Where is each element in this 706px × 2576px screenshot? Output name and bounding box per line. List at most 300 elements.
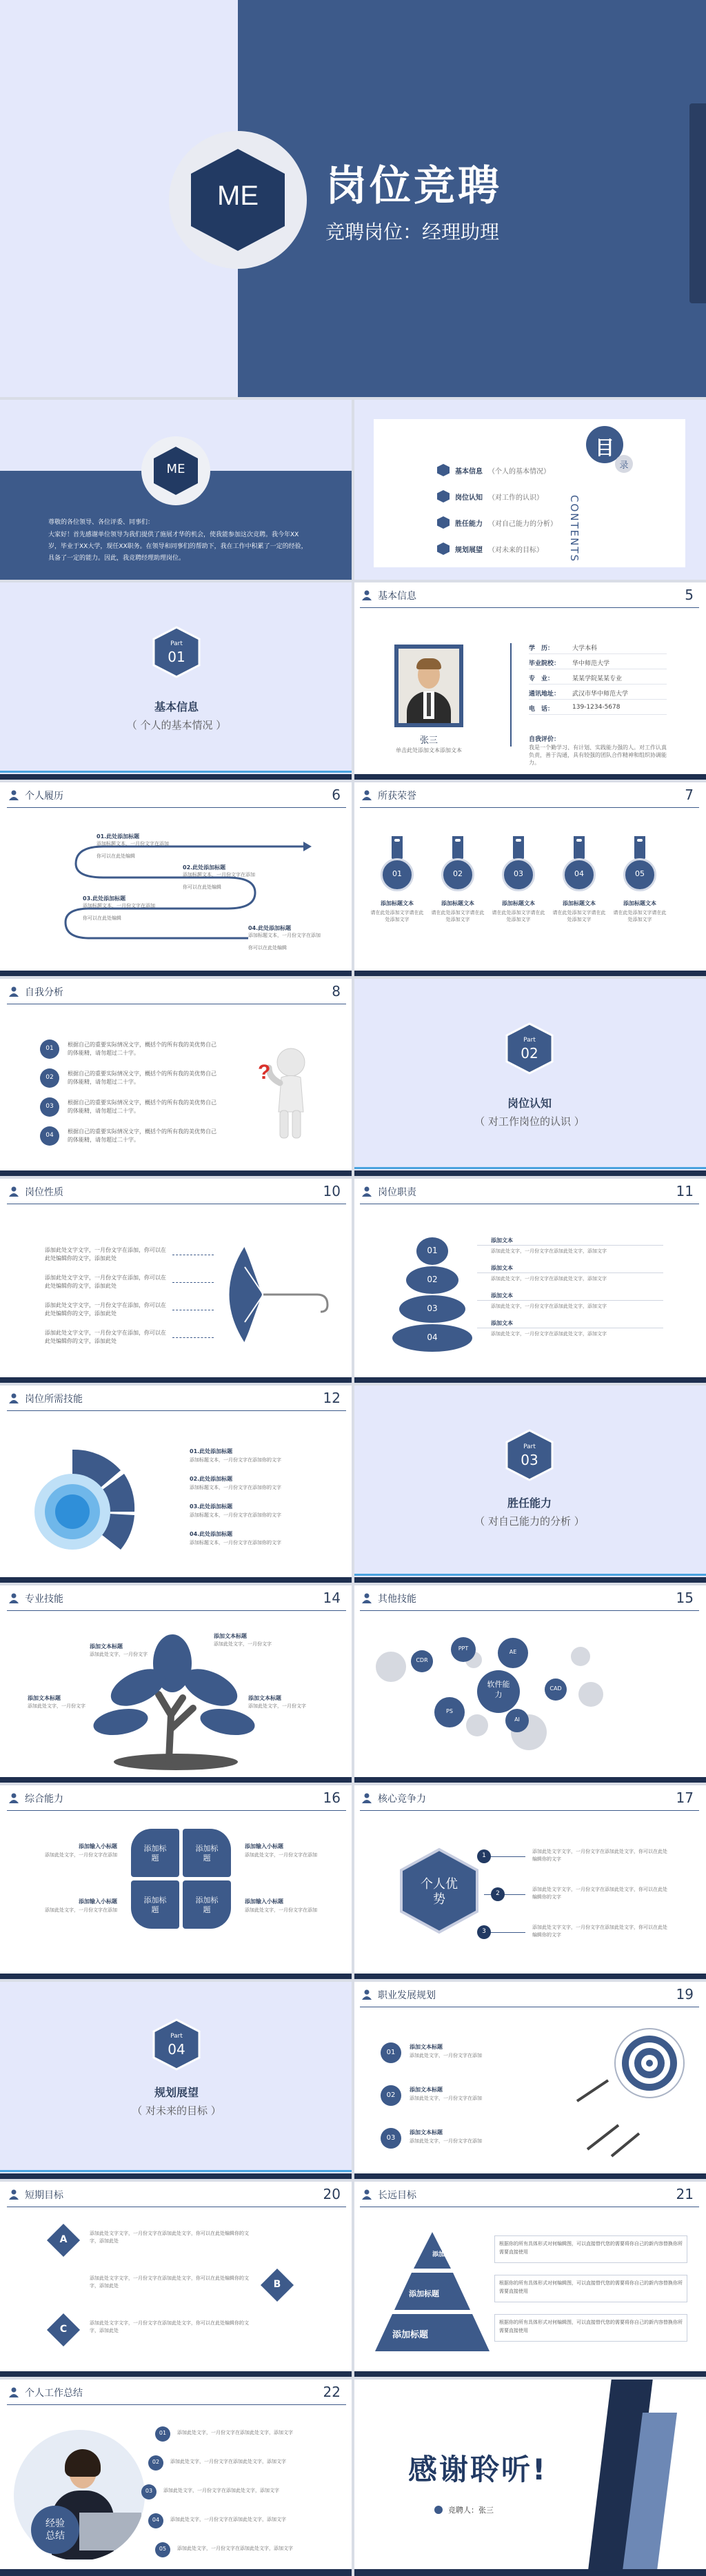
basic-row-key: 学 历： (529, 645, 554, 652)
core-text: 添加此处文字文字，一月份文字在添加此处文字，你可以在此处编辑你的文字 (532, 1849, 667, 1862)
basic-page-number: 5 (685, 587, 694, 603)
comp-item-title: 添加输入小标题 (245, 1843, 283, 1849)
contents-item-label: 岗位认知 (455, 494, 483, 502)
duty-level-number: 01 (427, 1246, 438, 1255)
self-header (0, 977, 353, 1005)
pro-page-number: 14 (323, 1590, 341, 1606)
cover-slide (0, 0, 706, 398)
goal-text: 添加此处文字文字，一月份文字在添加此处文字，你可以在此处编辑你的文字，添加此处 (90, 2320, 249, 2333)
person-icon (8, 1392, 19, 1403)
duty-item-title: 添加文本 (491, 1320, 513, 1326)
pro-item-text: 添加此处文字，一月份文字 (214, 1641, 272, 1647)
basic-row-value: 华中师范大学 (572, 660, 610, 667)
pro-item-text: 添加此处文字，一月份文字 (28, 1703, 85, 1709)
thanks-person-icon (434, 2506, 443, 2514)
part3-title: 胜任能力 (507, 1497, 552, 1510)
basic-row-value: 某某学院某某专业 (572, 676, 623, 682)
cover-edge-bar (689, 103, 706, 303)
comp-item-text: 添加此处文字，一月份文字在添加 (45, 1852, 117, 1858)
core-number: 3 (482, 1928, 486, 1935)
self-text: 根据自己的重要实际情况文字，概括个的所有我的美优势自己的体能精，请勿超过二十字。 (68, 1042, 216, 1056)
honor-header-line (360, 807, 699, 808)
basic-row-key: 毕业院校： (529, 660, 561, 667)
summary-text: 添加此处文字，一月份文字在添加此处文字，添加文字 (170, 2517, 286, 2522)
part1-number: 01 (168, 649, 185, 665)
duty-item-text: 添加此处文字，一月份文字在添加此处文字，添加文字 (491, 1304, 607, 1309)
nature-connector (172, 1282, 214, 1283)
comp-item-text: 添加此处文字，一月份文字在添加 (245, 1852, 317, 1858)
long-text: 根据你的所有具体形式对何编辑图，可以直接替代您的需要将你自己的新内容替换你所需要直接使用 (499, 2241, 683, 2255)
basic-row-value: 大学本科 (572, 645, 598, 652)
resume-item-text: 你可以在此处编辑 (248, 945, 287, 951)
pro-item-text: 添加此处文字，一月份文字 (90, 1652, 148, 1657)
person-icon (361, 1989, 372, 2000)
skill-node-label: PPT (458, 1645, 469, 1652)
core-number: 2 (496, 1890, 500, 1897)
comp-page-number: 16 (323, 1789, 341, 1806)
summary-bottom-bar (0, 2569, 353, 2576)
person-icon (8, 2189, 19, 2200)
summary-slide (0, 2378, 353, 2576)
part2-subtitle: （ 对工作岗位的认识 ） (474, 1115, 585, 1128)
summary-number: 05 (159, 2546, 167, 2552)
quad-label: 添加标题 (143, 1896, 167, 1914)
self-text: 根据自己的重要实际情况文字，概括个的所有我的美优势自己的体能精，请勿超过二十字。 (68, 1099, 216, 1114)
long-slide (353, 2180, 706, 2378)
basic-caption: 单击此处添加文本添加文本 (396, 747, 462, 753)
nature-slide (0, 1177, 353, 1384)
medal-title: 添加标题文本 (623, 900, 656, 906)
contents-item-label: 胜任能力 (455, 520, 483, 528)
skill-item-text: 添加标题文本，一月份文字在添加你的文字 (190, 1457, 281, 1463)
pyramid-label: 添加标题 (432, 2251, 457, 2258)
nature-header (0, 1177, 353, 1205)
career-title: 职业发展规划 (378, 1990, 436, 2001)
goal-text: 添加此处文字文字，一月份文字在添加此处文字，你可以在此处编辑你的文字，添加此处 (90, 2231, 249, 2244)
comp-item-text: 添加此处文字，一月份文字在添加 (45, 1907, 117, 1913)
resume-item-text: 添加标题文本，一月份文字在添加 (83, 903, 155, 909)
nature-title: 岗位性质 (25, 1187, 63, 1198)
resume-item-text: 添加标题文本，一月份文字在添加 (248, 933, 321, 938)
duty-item-text: 添加此处文字，一月份文字在添加此处文字，添加文字 (491, 1331, 607, 1337)
part4-number: 04 (168, 2041, 185, 2058)
basic-row-line (529, 714, 667, 715)
person-icon (361, 1792, 372, 1803)
h-divider (0, 580, 706, 582)
summary-number: 03 (145, 2488, 153, 2494)
basic-slide (353, 581, 706, 781)
skill-item-title: 02.此处添加标题 (190, 1476, 233, 1482)
thanks-bottom-bar (353, 2569, 706, 2576)
part2-bottom-line (353, 1167, 706, 1169)
person-icon (8, 986, 19, 997)
comp-header-line (7, 1810, 346, 1811)
part3-subtitle: （ 对自己能力的分析 ） (474, 1515, 585, 1528)
short-header (0, 2180, 353, 2208)
core-center-text: 个人优势 (421, 1877, 458, 1907)
photo (399, 649, 459, 723)
part2-title: 岗位认知 (507, 1097, 552, 1110)
contents-item-label: 基本信息 (455, 468, 483, 476)
skill-node-label: AE (509, 1649, 517, 1655)
medal-ribbon-hole (637, 839, 643, 842)
duty-level-number: 04 (427, 1332, 438, 1342)
core-text: 添加此处文字文字，一月份文字在添加此处文字，你可以在此处编辑你的文字 (532, 1887, 667, 1900)
career-item-text: 添加此处文字，一月份文字在添加 (410, 2096, 482, 2101)
decor-bubble (466, 1714, 488, 1736)
h-divider (0, 976, 706, 979)
thinking-figure (248, 1043, 324, 1146)
comp-slide (0, 1784, 353, 1980)
h-divider (0, 1979, 706, 1982)
part3-part-label: Part (523, 1443, 536, 1450)
duty-item-title: 添加文本 (491, 1292, 513, 1299)
medal-number: 04 (574, 869, 584, 878)
intro-logo-text: ME (166, 462, 185, 476)
thanks-who: 竞聘人：张三 (448, 2506, 494, 2515)
comp-title: 综合能力 (25, 1794, 63, 1805)
medal-ribbon-hole (576, 839, 582, 842)
medal-ribbon-hole (516, 839, 521, 842)
honor-page-number: 7 (685, 787, 694, 803)
nature-text: 添加此处文字文字，一月份文字在添加，你可以在此处编辑你的文字，添加此处 (45, 1275, 166, 1289)
medal-number: 01 (392, 869, 402, 878)
skill-item-text: 添加标题文本，一月份文字在添加你的文字 (190, 1540, 281, 1545)
resume-item-text: 添加标题文本，一月份文字在添加 (183, 872, 255, 878)
resume-item-text: 添加标题文本，一月份文字在添加 (97, 841, 169, 846)
pro-item-title: 添加文本标题 (248, 1695, 281, 1701)
goal-letter: C (59, 2324, 68, 2335)
nature-connector (172, 1337, 214, 1338)
other-title: 其他技能 (378, 1594, 416, 1605)
h-divider (0, 2377, 706, 2380)
part1-part-label: Part (170, 640, 183, 647)
contents-item-label: 规划展望 (455, 547, 483, 554)
part2-part-label: Part (523, 1037, 536, 1044)
contents-big-char: 目 (594, 436, 614, 459)
basic-row-key: 通讯地址： (529, 691, 561, 698)
skill-node-label: CAD (549, 1685, 562, 1692)
contents-item-note: （个人的基本情况） (488, 468, 550, 476)
contents-item-note: （对未来的目标） (488, 547, 543, 554)
medal-text: 请在此处添加文字请在此处添加文字 (613, 910, 667, 922)
career-item-title: 添加文本标题 (410, 2129, 443, 2136)
medal-ribbon-hole (394, 839, 400, 842)
basic-eval-key: 自我评价： (529, 736, 561, 743)
other-slide (353, 1584, 706, 1784)
resume-item-title: 03.此处添加标题 (83, 895, 126, 902)
duty-item-text: 添加此处文字，一月份文字在添加此处文字，添加文字 (491, 1248, 607, 1254)
medal-title: 添加标题文本 (381, 900, 414, 906)
summary-text: 添加此处文字，一月份文字在添加此处文字，添加文字 (177, 2546, 293, 2551)
part1-subtitle: （ 个人的基本情况 ） (126, 719, 227, 731)
core-header-line (360, 1810, 699, 1811)
duty-header (353, 1177, 706, 1205)
pro-header (0, 1584, 353, 1612)
h-divider (0, 397, 706, 400)
summary-page-number: 22 (323, 2384, 341, 2400)
skill-item-title: 01.此处添加标题 (190, 1448, 233, 1454)
v-divider (352, 398, 354, 2576)
basic-row-value: 139-1234-5678 (572, 704, 621, 711)
career-item-text: 添加此处文字，一月份文字在添加 (410, 2138, 482, 2144)
self-text: 根据自己的重要实际情况文字，概括个的所有我的美优势自己的体能精，请勿超过二十字。 (68, 1071, 216, 1085)
part1-slide (0, 581, 353, 781)
radial-skill-graphic (31, 1443, 155, 1567)
nature-page-number: 10 (323, 1183, 341, 1199)
summary-header-line (7, 2404, 346, 2405)
other-header (353, 1584, 706, 1612)
short-page-number: 20 (323, 2186, 341, 2202)
summary-number: 02 (152, 2459, 160, 2465)
person-icon (8, 1792, 19, 1803)
h-divider (0, 780, 706, 782)
self-slide (0, 977, 353, 1177)
summary-title: 个人工作总结 (25, 2388, 83, 2399)
skill-header (0, 1384, 353, 1412)
cover-title: 岗位竞聘 (325, 162, 502, 210)
career-header (353, 1980, 706, 2008)
skill-slide (0, 1384, 353, 1584)
part3-number: 03 (521, 1452, 538, 1468)
skill-node-label: CDR (416, 1657, 428, 1663)
skill-page-number: 12 (323, 1390, 341, 1406)
contents-small-char: 录 (619, 460, 629, 471)
skill-item-title: 04.此处添加标题 (190, 1531, 233, 1537)
pro-item-text: 添加此处文字，一月份文字 (248, 1703, 306, 1709)
summary-badge-text: 经验总结 (46, 2518, 65, 2542)
decor-bubble (376, 1652, 406, 1682)
thanks-slide (353, 2378, 706, 2576)
h-divider (0, 1383, 706, 1386)
part2-slide (353, 977, 706, 1177)
goal-text: 添加此处文字文字，一月份文字在添加此处文字，你可以在此处编辑你的文字，添加此处 (90, 2275, 249, 2289)
intro-greeting: 尊敬的各位领导、各位评委、同事们： (48, 519, 154, 526)
summary-text: 添加此处文字，一月份文字在添加此处文字，添加文字 (170, 2459, 286, 2464)
resume-item-title: 01.此处添加标题 (97, 833, 140, 840)
contents-slide (353, 398, 706, 581)
skill-node-label: PS (446, 1708, 453, 1714)
h-divider (0, 1783, 706, 1785)
part3-slide (353, 1384, 706, 1584)
basic-header (353, 581, 706, 609)
person-icon (361, 2189, 372, 2200)
honor-header (353, 781, 706, 809)
self-number: 01 (46, 1045, 54, 1052)
core-page-number: 17 (676, 1789, 694, 1806)
part4-subtitle: （ 对未来的目标 ） (132, 2105, 221, 2117)
summary-number: 01 (159, 2430, 167, 2436)
quad-label: 添加标题 (195, 1844, 219, 1863)
basic-row-line (529, 653, 667, 654)
honor-slide (353, 781, 706, 977)
self-text: 根据自己的重要实际情况文字，概括个的所有我的美优势自己的体能精，请勿超过二十字。 (68, 1128, 216, 1143)
contents-word: CONTENTS (568, 495, 581, 563)
resume-timeline-path (0, 781, 353, 977)
summary-number: 04 (152, 2517, 160, 2523)
part2-number: 02 (521, 1045, 538, 1062)
pro-title: 专业技能 (25, 1594, 63, 1605)
resume-item-text: 你可以在此处编辑 (97, 853, 135, 859)
summary-header (0, 2378, 353, 2406)
summary-photo-laptop (79, 2513, 141, 2550)
basic-row-key: 专 业： (529, 676, 554, 682)
honor-title: 所获荣誉 (378, 791, 416, 802)
nature-text: 添加此处文字文字，一月份文字在添加，你可以在此处编辑你的文字，添加此处 (45, 1302, 166, 1317)
medal-number: 02 (453, 869, 463, 878)
svg-text:?: ? (258, 1061, 271, 1084)
quad-label: 添加标题 (143, 1844, 167, 1863)
basic-name: 张三 (419, 736, 438, 746)
goal-letter: B (273, 2279, 281, 2290)
skill-item-text: 添加标题文本，一月份文字在添加你的文字 (190, 1485, 281, 1490)
target-graphic (560, 2022, 691, 2167)
skill-node-label: AI (514, 1716, 520, 1723)
part4-bottom-line (0, 2170, 353, 2172)
medal-text: 请在此处添加文字请在此处添加文字 (492, 910, 545, 922)
umbrella-graphic (214, 1239, 331, 1357)
goal-letter: A (59, 2234, 68, 2245)
medal-ribbon-hole (455, 839, 461, 842)
medal-title: 添加标题文本 (563, 900, 596, 906)
comp-item-text: 添加此处文字，一月份文字在添加 (245, 1907, 317, 1913)
long-title: 长远目标 (378, 2190, 416, 2201)
intro-paragraph: 大家好！首先感谢单位领导为我们提供了施展才华的机会，使我能参加这次竞聘。我今年XX岁，毕业于XX大学，现任XX职务。在领导和同事们的帮助下，我在工作中积累了一定的经验，具备了一定的能力。因此，我竞聘经理助理岗位。 (48, 531, 307, 562)
long-text: 根据你的所有具体形式对何编辑图，可以直接替代您的需要将你自己的新内容替换你所需要直接使用 (499, 2280, 683, 2294)
resume-page-number: 6 (332, 787, 341, 803)
resume-title: 个人履历 (25, 791, 63, 802)
basic-header-line (360, 607, 699, 608)
duty-level-number: 02 (427, 1275, 438, 1284)
comp-header (0, 1784, 353, 1812)
photo-tie (427, 693, 431, 716)
duty-item-title: 添加文本 (491, 1265, 513, 1271)
summary-text: 添加此处文字，一月份文字在添加此处文字，添加文字 (163, 2488, 279, 2493)
duty-item-title: 添加文本 (491, 1237, 513, 1244)
skill-header-line (7, 1410, 346, 1411)
career-item-title: 添加文本标题 (410, 2087, 443, 2093)
medal-title: 添加标题文本 (502, 900, 535, 906)
skill-item-title: 03.此处添加标题 (190, 1503, 233, 1510)
comp-item-title: 添加输入小标题 (79, 1843, 117, 1849)
resume-item-title: 02.此处添加标题 (183, 864, 226, 871)
career-item-title: 添加文本标题 (410, 2044, 443, 2050)
other-page-number: 15 (676, 1590, 694, 1606)
pro-item-title: 添加文本标题 (214, 1633, 247, 1639)
pro-item-title: 添加文本标题 (28, 1695, 61, 1701)
short-slide (0, 2180, 353, 2378)
basic-divider (510, 643, 512, 747)
skill-title: 岗位所需技能 (25, 1394, 83, 1405)
basic-row-key: 电 话： (529, 706, 554, 713)
summary-photo-hair (65, 2449, 101, 2477)
thanks-title: 感谢聆听! (408, 2453, 548, 2486)
basic-eval-text: 我是一个勤学习、有计划、实践能力强的人。对工作认真负责，善于沟通，具有较强的团队合作精神和组织协调能力。 (529, 744, 667, 766)
photo-hair (416, 658, 441, 669)
core-connector (484, 1894, 525, 1895)
comp-item-title: 添加输入小标题 (79, 1898, 117, 1905)
duty-title: 岗位职责 (378, 1187, 416, 1198)
self-number: 04 (46, 1132, 54, 1139)
h-divider (0, 1583, 706, 1585)
part4-title: 规划展望 (154, 2086, 199, 2099)
self-number: 02 (46, 1074, 54, 1081)
pro-slide (0, 1584, 353, 1784)
duty-item-text: 添加此处文字，一月份文字在添加此处文字，添加文字 (491, 1276, 607, 1281)
career-page-number: 19 (676, 1986, 694, 2002)
long-page-number: 21 (676, 2186, 694, 2202)
medal-text: 请在此处添加文字请在此处添加文字 (431, 910, 485, 922)
core-text: 添加此处文字文字，一月份文字在添加此处文字，你可以在此处编辑你的文字 (532, 1925, 667, 1938)
medal-text: 请在此处添加文字请在此处添加文字 (552, 910, 606, 922)
cover-logo-text: ME (217, 181, 259, 211)
duty-level-number: 03 (427, 1304, 438, 1313)
basic-title: 基本信息 (378, 591, 416, 602)
career-slide (353, 1980, 706, 2180)
medal-number: 03 (514, 869, 523, 878)
person-icon (8, 2386, 19, 2397)
contents-item-note: （对自己能力的分析） (488, 520, 557, 528)
duty-line (477, 1245, 663, 1246)
career-number: 03 (386, 2134, 396, 2142)
part1-title: 基本信息 (154, 700, 199, 713)
long-text: 根据你的所有具体形式对何编辑图，可以直接替代您的需要将你自己的新内容替换你所需要直接使用 (499, 2320, 683, 2333)
person-icon (361, 1592, 372, 1603)
self-page-number: 8 (332, 983, 341, 1000)
core-header (353, 1784, 706, 1812)
career-number: 01 (386, 2049, 396, 2056)
medal-number: 05 (635, 869, 645, 878)
medal-title: 添加标题文本 (441, 900, 474, 906)
part3-bottom-line (353, 1574, 706, 1576)
skill-item-text: 添加标题文本，一月份文字在添加你的文字 (190, 1512, 281, 1518)
person-icon (8, 1186, 19, 1197)
person-icon (361, 589, 372, 600)
resume-item-title: 04.此处添加标题 (248, 925, 292, 931)
self-number: 03 (46, 1103, 54, 1110)
core-slide (353, 1784, 706, 1980)
contents-item-note: （对工作的认识） (488, 494, 543, 502)
core-number: 1 (482, 1852, 486, 1859)
part4-part-label: Part (170, 2033, 183, 2040)
long-header (353, 2180, 706, 2208)
career-number: 02 (386, 2091, 396, 2099)
pro-item-title: 添加文本标题 (90, 1643, 123, 1650)
intro-slide (0, 398, 353, 581)
h-divider (0, 1176, 706, 1179)
resume-slide (0, 781, 353, 977)
duty-line (477, 1300, 663, 1301)
summary-text: 添加此处文字，一月份文字在添加此处文字，添加文字 (177, 2430, 293, 2435)
quad-label: 添加标题 (195, 1896, 219, 1914)
career-item-text: 添加此处文字，一月份文字在添加 (410, 2053, 482, 2058)
person-icon (361, 1186, 372, 1197)
h-divider (0, 2179, 706, 2182)
person-icon (8, 1592, 19, 1603)
duty-line (477, 1272, 663, 1273)
basic-row-value: 武汉市华中师范大学 (572, 691, 629, 698)
nature-text: 添加此处文字文字，一月份文字在添加，你可以在此处编辑你的文字，添加此处 (45, 1247, 166, 1261)
part4-slide (0, 1980, 353, 2180)
pyramid-label: 添加标题 (392, 2330, 428, 2340)
decor-bubble (571, 1647, 590, 1666)
duty-slide (353, 1177, 706, 1384)
nature-text: 添加此处文字文字，一月份文字在添加，你可以在此处编辑你的文字，添加此处 (45, 1330, 166, 1344)
part1-bottom-line (0, 771, 353, 773)
person-icon (361, 789, 372, 800)
basic-row-line (529, 699, 667, 700)
comp-item-title: 添加输入小标题 (245, 1898, 283, 1905)
